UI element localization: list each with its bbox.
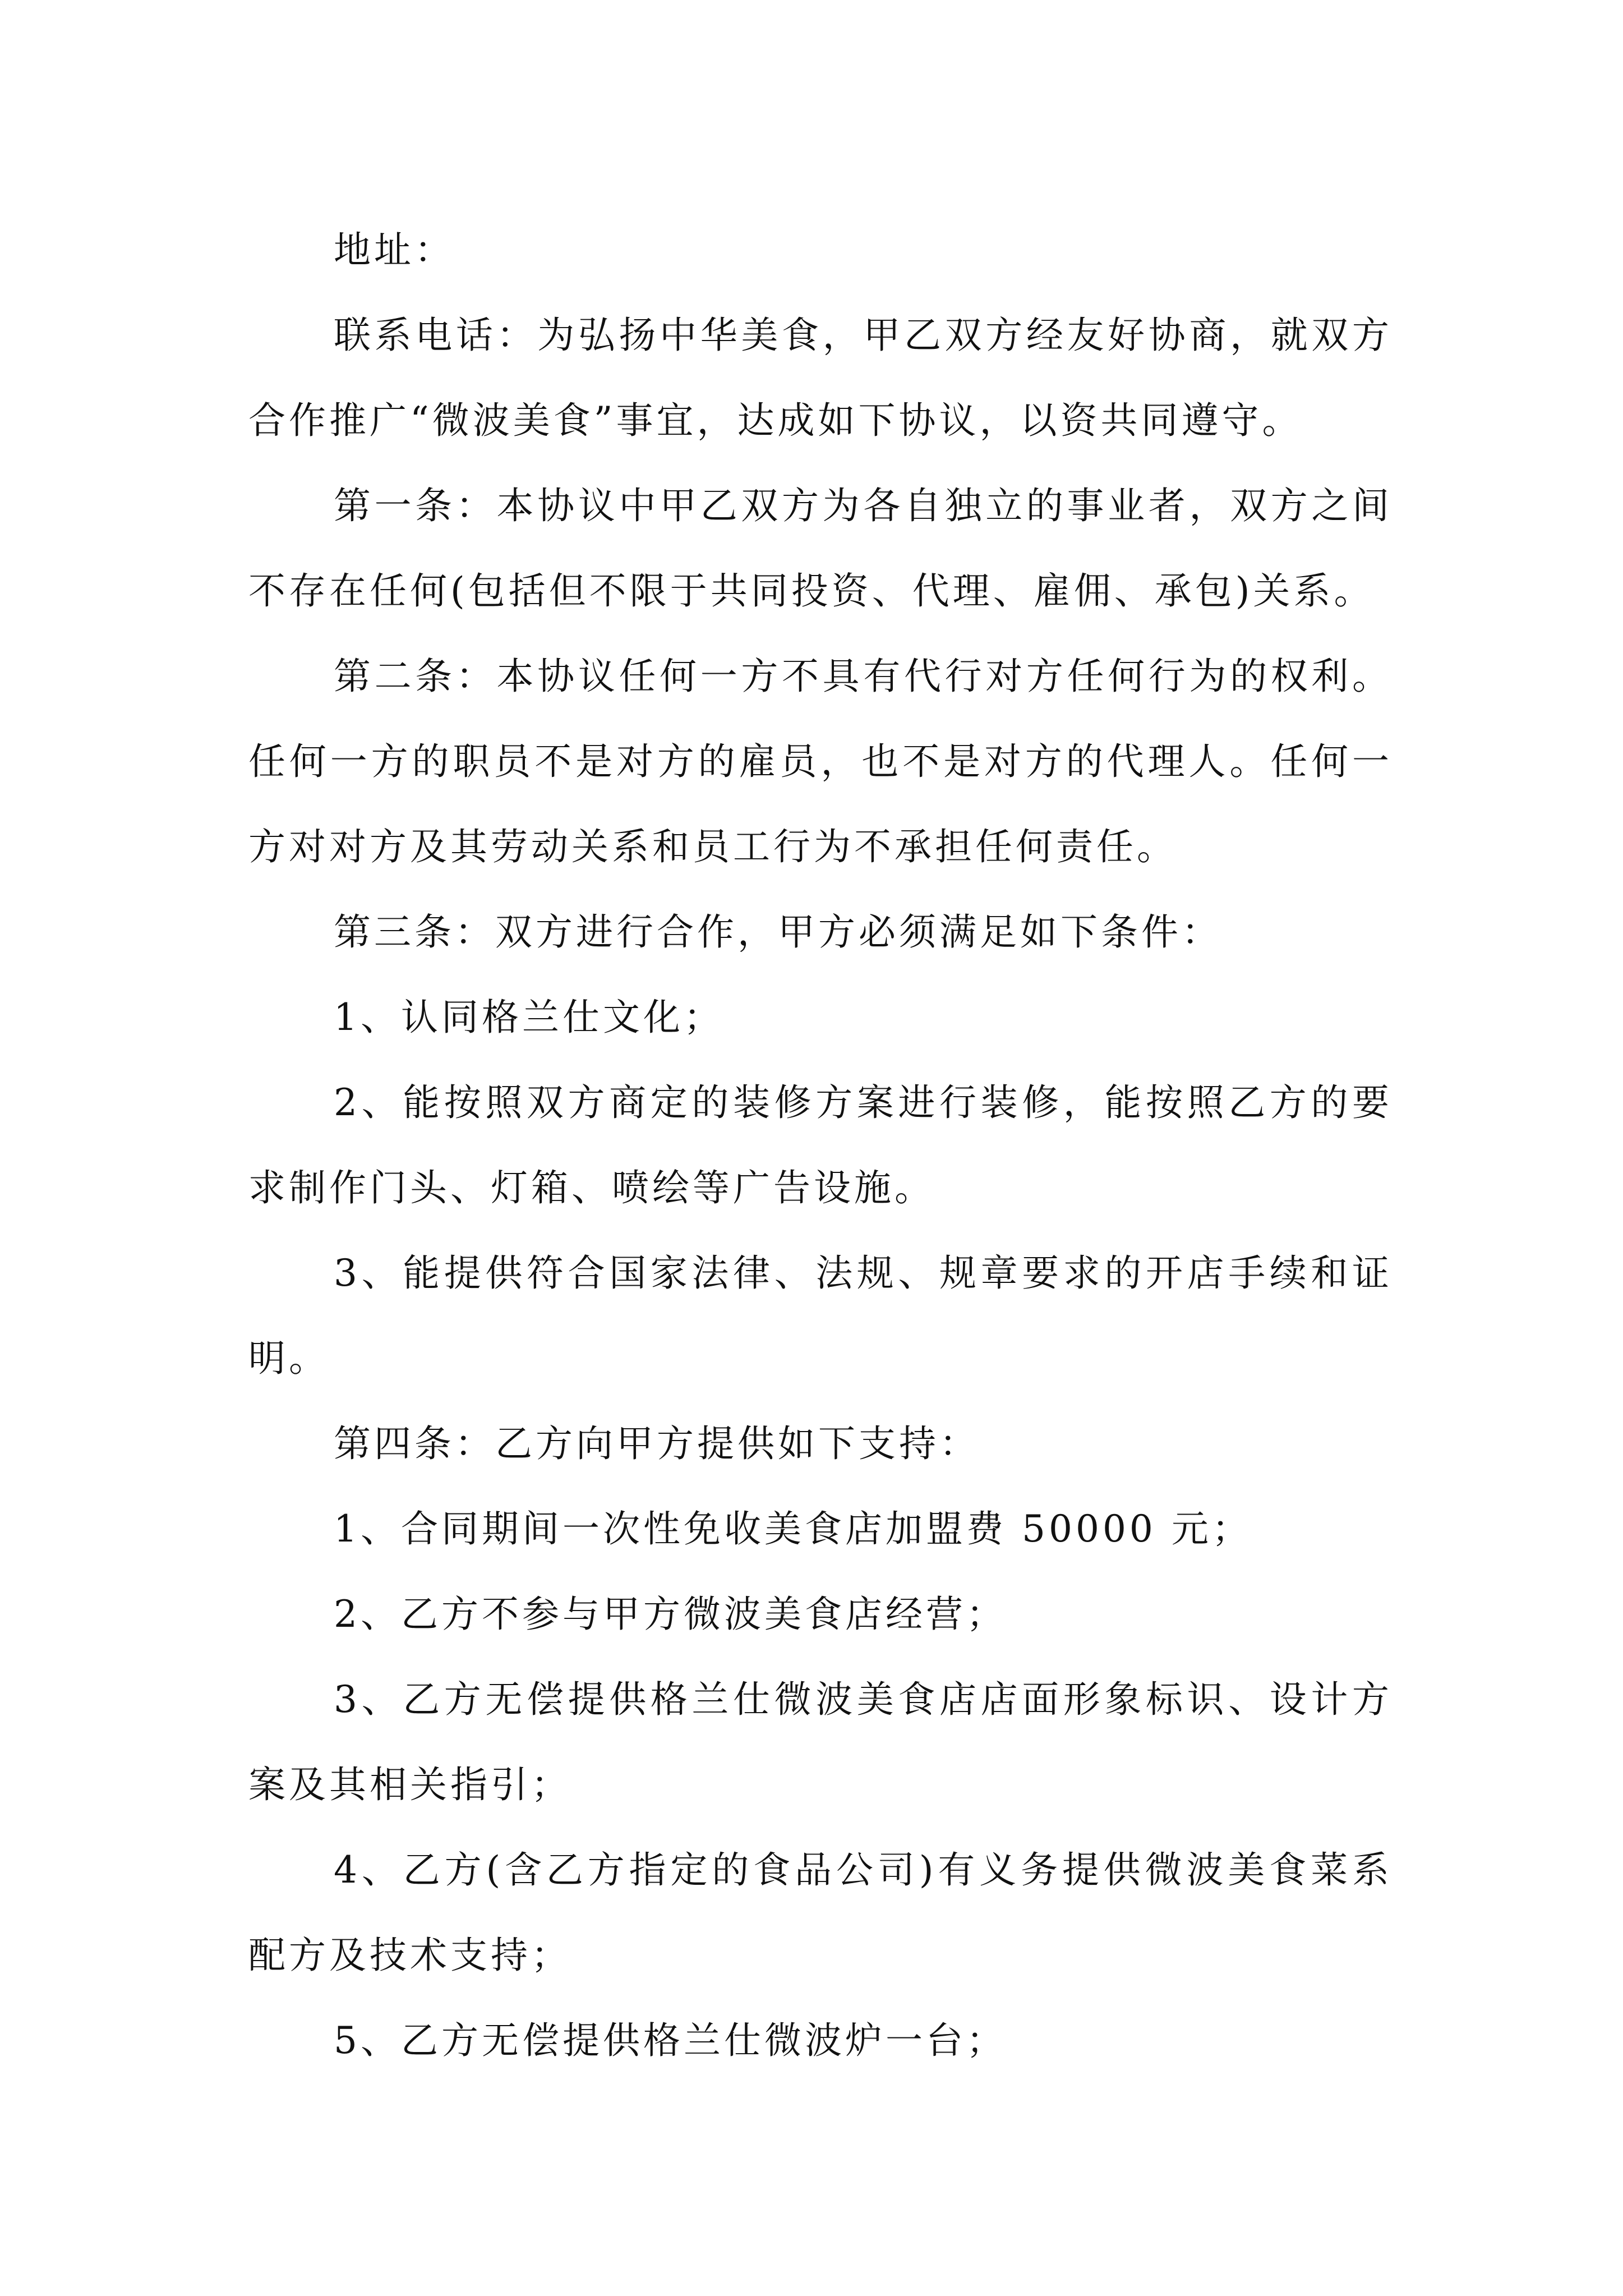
list-item-article-4-2: 2、乙方不参与甲方微波美食店经营； xyxy=(334,1593,1007,1636)
agreement-body xyxy=(248,208,1393,2083)
paragraph-contact-intro: 联系电话：为弘扬中华美食，甲乙双方经友好协商，就双方合作推广“微波美食”事宜，达成如下协议，以资共同遵守。 xyxy=(248,314,1393,442)
list-item-article-3-1: 1、认同格兰仕文化； xyxy=(334,996,724,1039)
list-item-article-4-5: 5、乙方无偿提供格兰仕微波炉一台； xyxy=(334,2019,1007,2062)
list-item-article-4-3: 3、乙方无偿提供格兰仕微波美食店店面形象标识、设计方案及其相关指引； xyxy=(248,1678,1393,1806)
paragraph-article-3: 第三条：双方进行合作，甲方必须满足如下条件： xyxy=(334,910,1222,954)
list-item-article-4-1: 1、合同期间一次性免收美食店加盟费 50000 元； xyxy=(334,1507,1252,1550)
list-item-article-3-3: 3、能提供符合国家法律、法规、规章要求的开店手续和证明。 xyxy=(248,1251,1393,1380)
list-item-article-3-2: 2、能按照双方商定的装修方案进行装修，能按照乙方的要求制作门头、灯箱、喷绘等广告设施。 xyxy=(248,1081,1393,1209)
paragraph-article-2: 第二条：本协议任何一方不具有代行对方任何行为的权利。任何一方的职员不是对方的雇员，也不是对方的代理人。任何一方对对方及其劳动关系和员工行为不承担任何责任。 xyxy=(248,655,1393,868)
paragraph-article-4: 第四条：乙方向甲方提供如下支持： xyxy=(334,1422,980,1465)
paragraph-article-1: 第一条：本协议中甲乙双方为各自独立的事业者，双方之间不存在任何(包括但不限于共同投资、代理、雇佣、承包)关系。 xyxy=(248,484,1393,613)
list-item-article-4-4: 4、乙方(含乙方指定的食品公司)有义务提供微波美食菜系配方及技术支持； xyxy=(248,1848,1393,1977)
paragraph-address: 地址： xyxy=(334,228,455,272)
